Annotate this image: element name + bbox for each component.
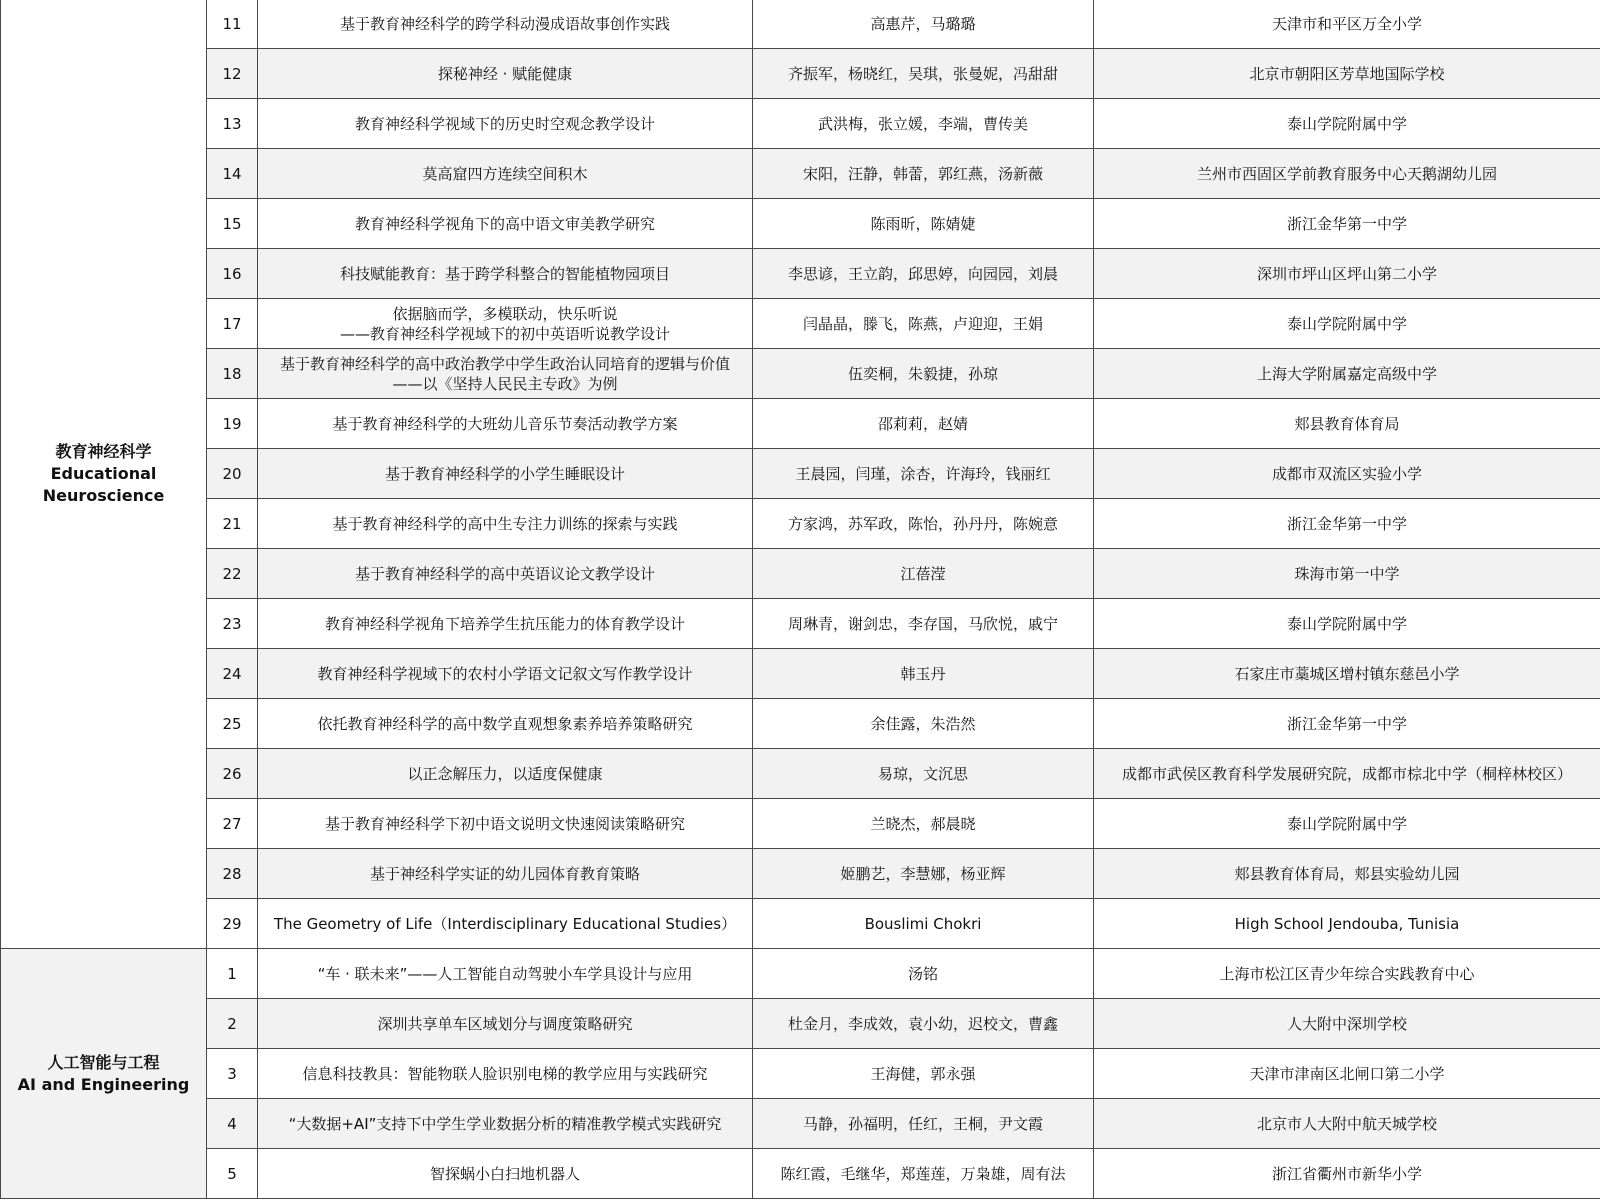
table-row bbox=[1, 199, 1600, 249]
row-number: 1 bbox=[207, 949, 258, 999]
authors: 姬鹏艺，李慧娜，杨亚辉 bbox=[753, 849, 1094, 899]
table-row bbox=[1, 549, 1600, 599]
project-subtitle-line: ——以《坚持人民民主专政》为例 bbox=[392, 374, 618, 393]
project-title-line: 智探蜗小白扫地机器人 bbox=[429, 1164, 580, 1183]
project-title bbox=[258, 349, 753, 399]
authors: 王海健，郭永强 bbox=[753, 1049, 1094, 1099]
table-row bbox=[1, 349, 1600, 399]
table-row bbox=[1, 949, 1600, 999]
row-number: 15 bbox=[207, 199, 258, 249]
organization: 泰山学院附属中学 bbox=[1094, 799, 1600, 849]
organization: 深圳市坪山区坪山第二小学 bbox=[1094, 249, 1600, 299]
table-row bbox=[1, 49, 1600, 99]
organization: 浙江金华第一中学 bbox=[1094, 499, 1600, 549]
authors: 方家鸿，苏军政，陈怡，孙丹丹，陈婉意 bbox=[753, 499, 1094, 549]
authors: 闫晶晶，滕飞，陈燕，卢迎迎，王娟 bbox=[753, 299, 1094, 349]
row-number: 29 bbox=[207, 899, 258, 949]
organization: 石家庄市藁城区增村镇东慈邑小学 bbox=[1094, 649, 1600, 699]
row-number: 22 bbox=[207, 549, 258, 599]
project-title bbox=[258, 849, 753, 899]
authors: 易琼，文沉思 bbox=[753, 749, 1094, 799]
project-title bbox=[258, 649, 753, 699]
row-number: 18 bbox=[207, 349, 258, 399]
table-row bbox=[1, 0, 1600, 49]
project-title-line: 基于教育神经科学的跨学科动漫成语故事创作实践 bbox=[339, 14, 670, 33]
authors: 宋阳，汪静，韩蕾，郭红燕，汤新薇 bbox=[753, 149, 1094, 199]
table-row bbox=[1, 149, 1600, 199]
authors: 杜金月，李成效，袁小幼，迟校文，曹鑫 bbox=[753, 999, 1094, 1049]
authors: 武洪梅，张立媛，李端，曹传美 bbox=[753, 99, 1094, 149]
row-number: 13 bbox=[207, 99, 258, 149]
category-name-zh: 教育神经科学 bbox=[55, 441, 152, 461]
authors: 邵莉莉，赵婧 bbox=[753, 399, 1094, 449]
project-title bbox=[258, 399, 753, 449]
table-row bbox=[1, 1049, 1600, 1099]
category-name-en-2: Neuroscience bbox=[42, 485, 165, 505]
table-row bbox=[1, 99, 1600, 149]
project-title bbox=[258, 549, 753, 599]
table-row bbox=[1, 449, 1600, 499]
project-title-line: 基于教育神经科学的高中英语议论文教学设计 bbox=[354, 564, 655, 583]
authors: 马静，孙福明，任红，王桐，尹文霞 bbox=[753, 1099, 1094, 1149]
organization: 天津市津南区北闸口第二小学 bbox=[1094, 1049, 1600, 1099]
category-name-zh: 人工智能与工程 bbox=[47, 1052, 160, 1072]
authors: 高惠芹，马璐璐 bbox=[753, 0, 1094, 49]
project-title-line: The Geometry of Life（Interdisciplinary Educational Studies） bbox=[273, 914, 737, 933]
organization: High School Jendouba, Tunisia bbox=[1094, 899, 1600, 949]
project-title bbox=[258, 199, 753, 249]
project-title bbox=[258, 799, 753, 849]
project-title-line: 深圳共享单车区域划分与调度策略研究 bbox=[377, 1014, 633, 1033]
project-title bbox=[258, 249, 753, 299]
project-title bbox=[258, 49, 753, 99]
project-title-line: 教育神经科学视域下的农村小学语文记叙文写作教学设计 bbox=[317, 664, 693, 683]
category-cell bbox=[1, 0, 207, 949]
authors: 汤铭 bbox=[753, 949, 1094, 999]
row-number: 19 bbox=[207, 399, 258, 449]
row-number: 23 bbox=[207, 599, 258, 649]
row-number: 21 bbox=[207, 499, 258, 549]
authors: Bouslimi Chokri bbox=[753, 899, 1094, 949]
organization: 泰山学院附属中学 bbox=[1094, 599, 1600, 649]
project-title-line: 信息科技教具：智能物联人脸识别电梯的教学应用与实践研究 bbox=[302, 1064, 708, 1083]
project-title-line: 基于教育神经科学的小学生睡眠设计 bbox=[384, 464, 625, 483]
project-title-line: 基于神经科学实证的幼儿园体育教育策略 bbox=[369, 864, 640, 883]
row-number: 17 bbox=[207, 299, 258, 349]
project-title bbox=[258, 749, 753, 799]
authors: 伍奕桐，朱毅捷，孙琼 bbox=[753, 349, 1094, 399]
row-number: 26 bbox=[207, 749, 258, 799]
organization: 郏县教育体育局 bbox=[1094, 399, 1600, 449]
row-number: 2 bbox=[207, 999, 258, 1049]
project-title bbox=[258, 1149, 753, 1199]
project-title-line: 基于教育神经科学下初中语文说明文快速阅读策略研究 bbox=[324, 814, 685, 833]
organization: 上海市松江区青少年综合实践教育中心 bbox=[1094, 949, 1600, 999]
project-title bbox=[258, 1099, 753, 1149]
row-number: 12 bbox=[207, 49, 258, 99]
project-title-line: 科技赋能教育：基于跨学科整合的智能植物园项目 bbox=[339, 264, 670, 283]
organization: 郏县教育体育局，郏县实验幼儿园 bbox=[1094, 849, 1600, 899]
table-row bbox=[1, 849, 1600, 899]
row-number: 14 bbox=[207, 149, 258, 199]
project-title-line: 以正念解压力，以适度保健康 bbox=[407, 764, 603, 783]
table-row bbox=[1, 499, 1600, 549]
authors: 江蓓滢 bbox=[753, 549, 1094, 599]
authors: 陈红霞，毛继华，郑莲莲，万枭雄，周有法 bbox=[753, 1149, 1094, 1199]
row-number: 20 bbox=[207, 449, 258, 499]
organization: 珠海市第一中学 bbox=[1094, 549, 1600, 599]
table-row bbox=[1, 799, 1600, 849]
authors: 余佳露，朱浩然 bbox=[753, 699, 1094, 749]
authors: 齐振军，杨晓红，吴琪，张曼妮，冯甜甜 bbox=[753, 49, 1094, 99]
organization: 浙江省衢州市新华小学 bbox=[1094, 1149, 1600, 1199]
project-title-line: 探秘神经 · 赋能健康 bbox=[437, 64, 573, 83]
table-row bbox=[1, 249, 1600, 299]
table-row bbox=[1, 299, 1600, 349]
project-title-line: “车 · 联未来”——人工智能自动驾驶小车学具设计与应用 bbox=[317, 964, 693, 983]
row-number: 4 bbox=[207, 1099, 258, 1149]
organization: 浙江金华第一中学 bbox=[1094, 699, 1600, 749]
project-title bbox=[258, 599, 753, 649]
row-number: 16 bbox=[207, 249, 258, 299]
project-title bbox=[258, 449, 753, 499]
project-title-line: 莫高窟四方连续空间积木 bbox=[422, 164, 588, 183]
project-title-line: 基于教育神经科学的高中政治教学中学生政治认同培育的逻辑与价值 bbox=[279, 354, 730, 373]
organization: 天津市和平区万全小学 bbox=[1094, 0, 1600, 49]
row-number: 3 bbox=[207, 1049, 258, 1099]
project-title-line: 依托教育神经科学的高中数学直观想象素养培养策略研究 bbox=[317, 714, 693, 733]
category-cell bbox=[1, 949, 207, 1199]
organization: 泰山学院附属中学 bbox=[1094, 99, 1600, 149]
authors: 李思谚，王立韵，邱思婷，向园园，刘晨 bbox=[753, 249, 1094, 299]
organization: 兰州市西固区学前教育服务中心天鹅湖幼儿园 bbox=[1094, 149, 1600, 199]
authors: 周琳青，谢剑忠，李存国，马欣悦，戚宁 bbox=[753, 599, 1094, 649]
authors: 王晨园，闫瑾，涂杏，许海玲，钱丽红 bbox=[753, 449, 1094, 499]
project-title bbox=[258, 499, 753, 549]
project-title bbox=[258, 899, 753, 949]
project-title bbox=[258, 699, 753, 749]
project-title bbox=[258, 949, 753, 999]
project-subtitle-line: ——教育神经科学视域下的初中英语听说教学设计 bbox=[339, 324, 670, 343]
table-row bbox=[1, 899, 1600, 949]
project-title bbox=[258, 99, 753, 149]
organization: 上海大学附属嘉定高级中学 bbox=[1094, 349, 1600, 399]
project-title-line: 教育神经科学视角下培养学生抗压能力的体育教学设计 bbox=[324, 614, 685, 633]
project-title-line: 基于教育神经科学的大班幼儿音乐节奏活动教学方案 bbox=[332, 414, 678, 433]
authors: 韩玉丹 bbox=[753, 649, 1094, 699]
project-title-line: 教育神经科学视域下的历史时空观念教学设计 bbox=[354, 114, 655, 133]
table-row bbox=[1, 999, 1600, 1049]
project-title bbox=[258, 299, 753, 349]
project-title-line: “大数据+AI”支持下中学生学业数据分析的精准教学模式实践研究 bbox=[288, 1114, 722, 1133]
category-name-en: Educational bbox=[50, 463, 157, 483]
project-title-line: 教育神经科学视角下的高中语文审美教学研究 bbox=[354, 214, 655, 233]
project-title bbox=[258, 1049, 753, 1099]
project-title bbox=[258, 0, 753, 49]
project-title bbox=[258, 999, 753, 1049]
row-number: 11 bbox=[207, 0, 258, 49]
project-title bbox=[258, 149, 753, 199]
table-row bbox=[1, 699, 1600, 749]
table-row bbox=[1, 649, 1600, 699]
row-number: 27 bbox=[207, 799, 258, 849]
organization: 北京市朝阳区芳草地国际学校 bbox=[1094, 49, 1600, 99]
row-number: 28 bbox=[207, 849, 258, 899]
organization: 人大附中深圳学校 bbox=[1094, 999, 1600, 1049]
table-row bbox=[1, 1149, 1600, 1199]
project-title-line: 基于教育神经科学的高中生专注力训练的探索与实践 bbox=[332, 514, 678, 533]
table-row bbox=[1, 1099, 1600, 1149]
organization: 成都市双流区实验小学 bbox=[1094, 449, 1600, 499]
table-row bbox=[1, 399, 1600, 449]
organization: 浙江金华第一中学 bbox=[1094, 199, 1600, 249]
table-row bbox=[1, 749, 1600, 799]
organization: 北京市人大附中航天城学校 bbox=[1094, 1099, 1600, 1149]
row-number: 5 bbox=[207, 1149, 258, 1199]
row-number: 25 bbox=[207, 699, 258, 749]
table-row bbox=[1, 599, 1600, 649]
authors: 兰晓杰，郝晨晓 bbox=[753, 799, 1094, 849]
category-name-en: AI and Engineering bbox=[17, 1074, 190, 1094]
organization: 成都市武侯区教育科学发展研究院，成都市棕北中学（桐梓林校区） bbox=[1094, 749, 1600, 799]
organization: 泰山学院附属中学 bbox=[1094, 299, 1600, 349]
project-title-line: 依据脑而学，多模联动，快乐听说 bbox=[392, 304, 618, 323]
authors: 陈雨昕，陈婧婕 bbox=[753, 199, 1094, 249]
row-number: 24 bbox=[207, 649, 258, 699]
